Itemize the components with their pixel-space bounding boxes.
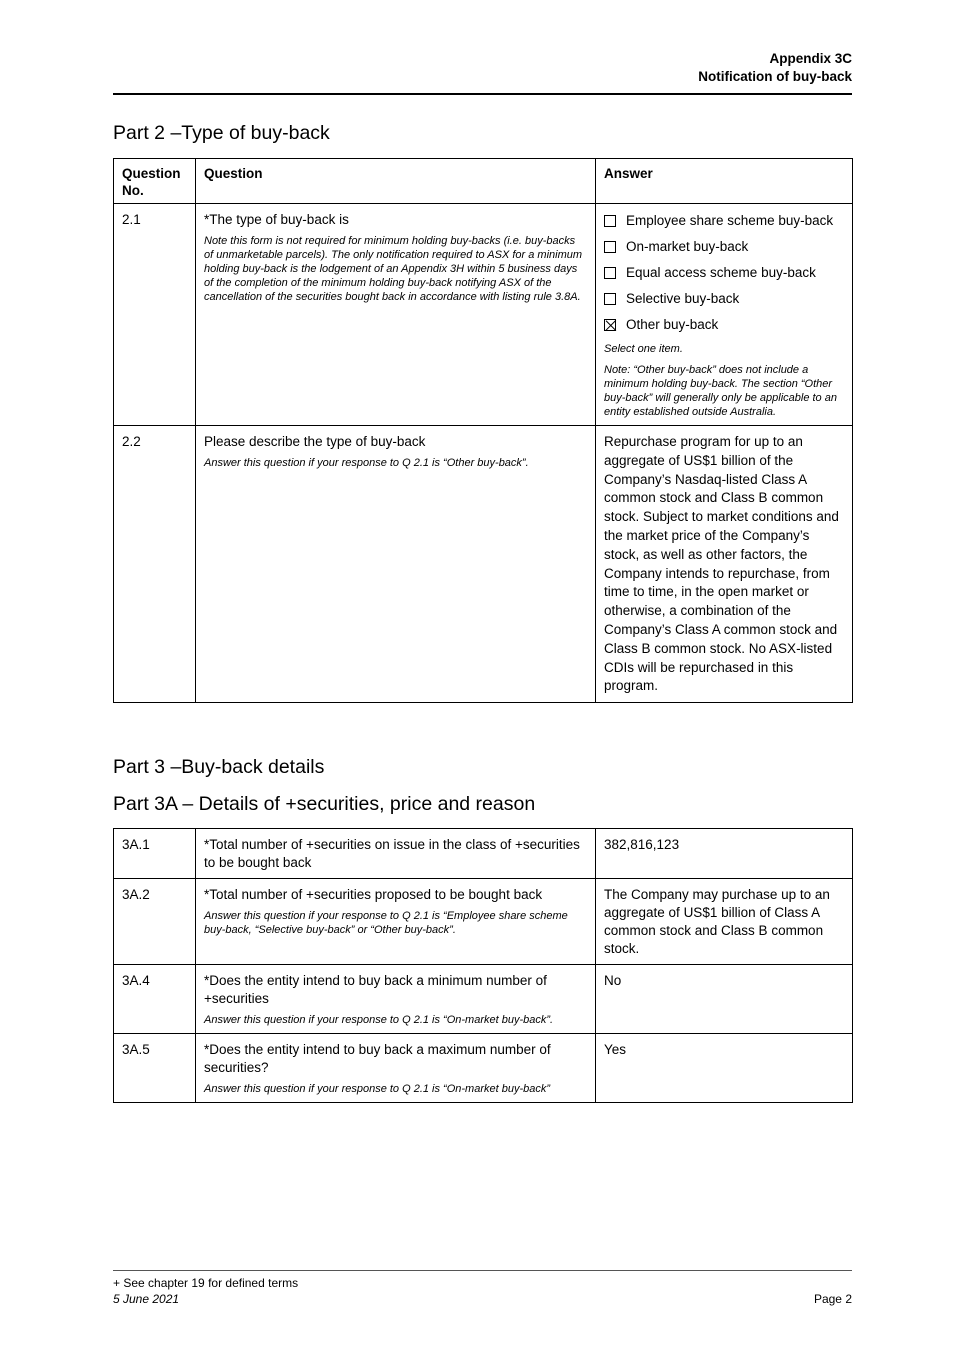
header-question: Question: [196, 159, 596, 204]
question-text: *Does the entity intend to buy back a minimum number of +securities: [204, 973, 547, 1007]
header-rule: [113, 93, 852, 95]
question-number: 3A.5: [114, 1034, 196, 1103]
page-footer: [113, 1270, 852, 1307]
checkbox-icon[interactable]: [604, 215, 616, 227]
question-text: *The type of buy-back is: [204, 212, 349, 227]
other-buyback-note: Note: “Other buy-back” does not include a minimum holding buy-back. The section “Other buy-back” will generally only be applicable to an entity established outside Australia.: [604, 364, 837, 418]
question-text: *Total number of +securities on issue in the class of +securities to be bought back: [204, 837, 580, 871]
question-cell: [196, 426, 596, 703]
question-number: 2.2: [114, 426, 196, 703]
footer-rule: [113, 1270, 852, 1271]
row-3a-5: [114, 1034, 853, 1103]
part2-title: Part 2 –Type of buy-back: [113, 122, 330, 144]
answer-cell: [596, 204, 853, 426]
question-cell: [196, 965, 596, 1034]
row-3a-2: [114, 879, 853, 965]
part2-header-row: [114, 159, 853, 204]
option-label: Other buy-back: [626, 317, 719, 332]
row-3a-1: [114, 829, 853, 879]
answer-text: Repurchase program for up to an aggregate of US$1 billion of the Company’s Nasdaq-listed Class A common stock and Class B common stock. Subject to market conditions and the market price of the Company’s stock, as well as other factors, the Company intends to repurchase, from time to time, in the open market or otherwise, a combination of the Company’s Class A common stock and Class B common stock. No ASX-listed CDIs will be repurchased in this program.: [596, 426, 853, 703]
option-on-market[interactable]: [604, 238, 842, 256]
part3a-table: [113, 828, 853, 1103]
question-note: Note this form is not required for minimum holding buy-backs (i.e. buy-backs of unmarketable parcels). The only notification required to ASX for a minimum holding buy-back is the lodgement of an Appendix 3H within 5 business days of the completion of the minimum holding buy-back notifying ASX of the cancellation of the securities bought back in accordance with listing rule 3.8A.: [204, 235, 583, 303]
option-equal-access-scheme[interactable]: [604, 264, 842, 282]
question-number: 3A.4: [114, 965, 196, 1034]
option-label: Selective buy-back: [626, 291, 740, 306]
part3a-title: Part 3A – Details of +securities, price and reason: [113, 793, 536, 816]
answer-text: The Company may purchase up to an aggregate of US$1 billion of Class A common stock and Class B common stock.: [596, 879, 853, 965]
select-one-note: Select one item.: [604, 343, 683, 355]
header-subtitle-label: Notification of buy-back: [698, 69, 852, 84]
defined-terms-note: + See chapter 19 for defined terms: [113, 1276, 299, 1290]
header-answer: Answer: [596, 159, 853, 204]
header-appendix-label: Appendix 3C: [769, 51, 852, 66]
answer-text: Yes: [596, 1034, 853, 1103]
header-question-no: Question No.: [114, 159, 196, 204]
answer-text: 382,816,123: [596, 829, 853, 879]
page-header: [113, 50, 852, 86]
part3-title: Part 3 –Buy-back details: [113, 756, 325, 779]
option-label: Employee share scheme buy-back: [626, 213, 834, 228]
question-cell: [196, 879, 596, 965]
checkbox-icon[interactable]: [604, 241, 616, 253]
buyback-type-options: [604, 212, 842, 334]
page-number: Page 2: [813, 1292, 852, 1306]
question-number: 3A.2: [114, 879, 196, 965]
row-2-1: [114, 204, 853, 426]
footer-date: 5 June 2021: [113, 1292, 180, 1306]
question-text: *Total number of +securities proposed to be bought back: [204, 887, 543, 903]
option-label: On-market buy-back: [626, 239, 749, 254]
question-text: *Does the entity intend to buy back a maximum number of securities?: [204, 1042, 551, 1076]
answer-text: No: [596, 965, 853, 1034]
question-number: 3A.1: [114, 829, 196, 879]
checkbox-icon[interactable]: [604, 267, 616, 279]
checkbox-icon[interactable]: [604, 293, 616, 305]
option-other[interactable]: [604, 316, 842, 334]
option-employee-share-scheme[interactable]: [604, 212, 842, 230]
checkbox-checked-icon[interactable]: [604, 319, 616, 331]
question-note: Answer this question if your response to Q 2.1 is “On-market buy-back”: [204, 1083, 551, 1096]
question-cell: [196, 204, 596, 426]
question-number: 2.1: [114, 204, 196, 426]
question-note: Answer this question if your response to Q 2.1 is “Employee share scheme buy-back, “Selective buy-back” or “Other buy-back”.: [204, 910, 568, 937]
row-2-2: [114, 426, 853, 703]
row-3a-4: [114, 965, 853, 1034]
question-note: Answer this question if your response to Q 2.1 is “Other buy-back”.: [204, 457, 529, 469]
option-label: Equal access scheme buy-back: [626, 265, 816, 280]
question-cell: [196, 829, 596, 879]
question-note: Answer this question if your response to Q 2.1 is “On-market buy-back”.: [204, 1014, 554, 1027]
part2-table: [113, 158, 853, 703]
question-text: Please describe the type of buy-back: [204, 434, 426, 449]
question-cell: [196, 1034, 596, 1103]
option-selective[interactable]: [604, 290, 842, 308]
